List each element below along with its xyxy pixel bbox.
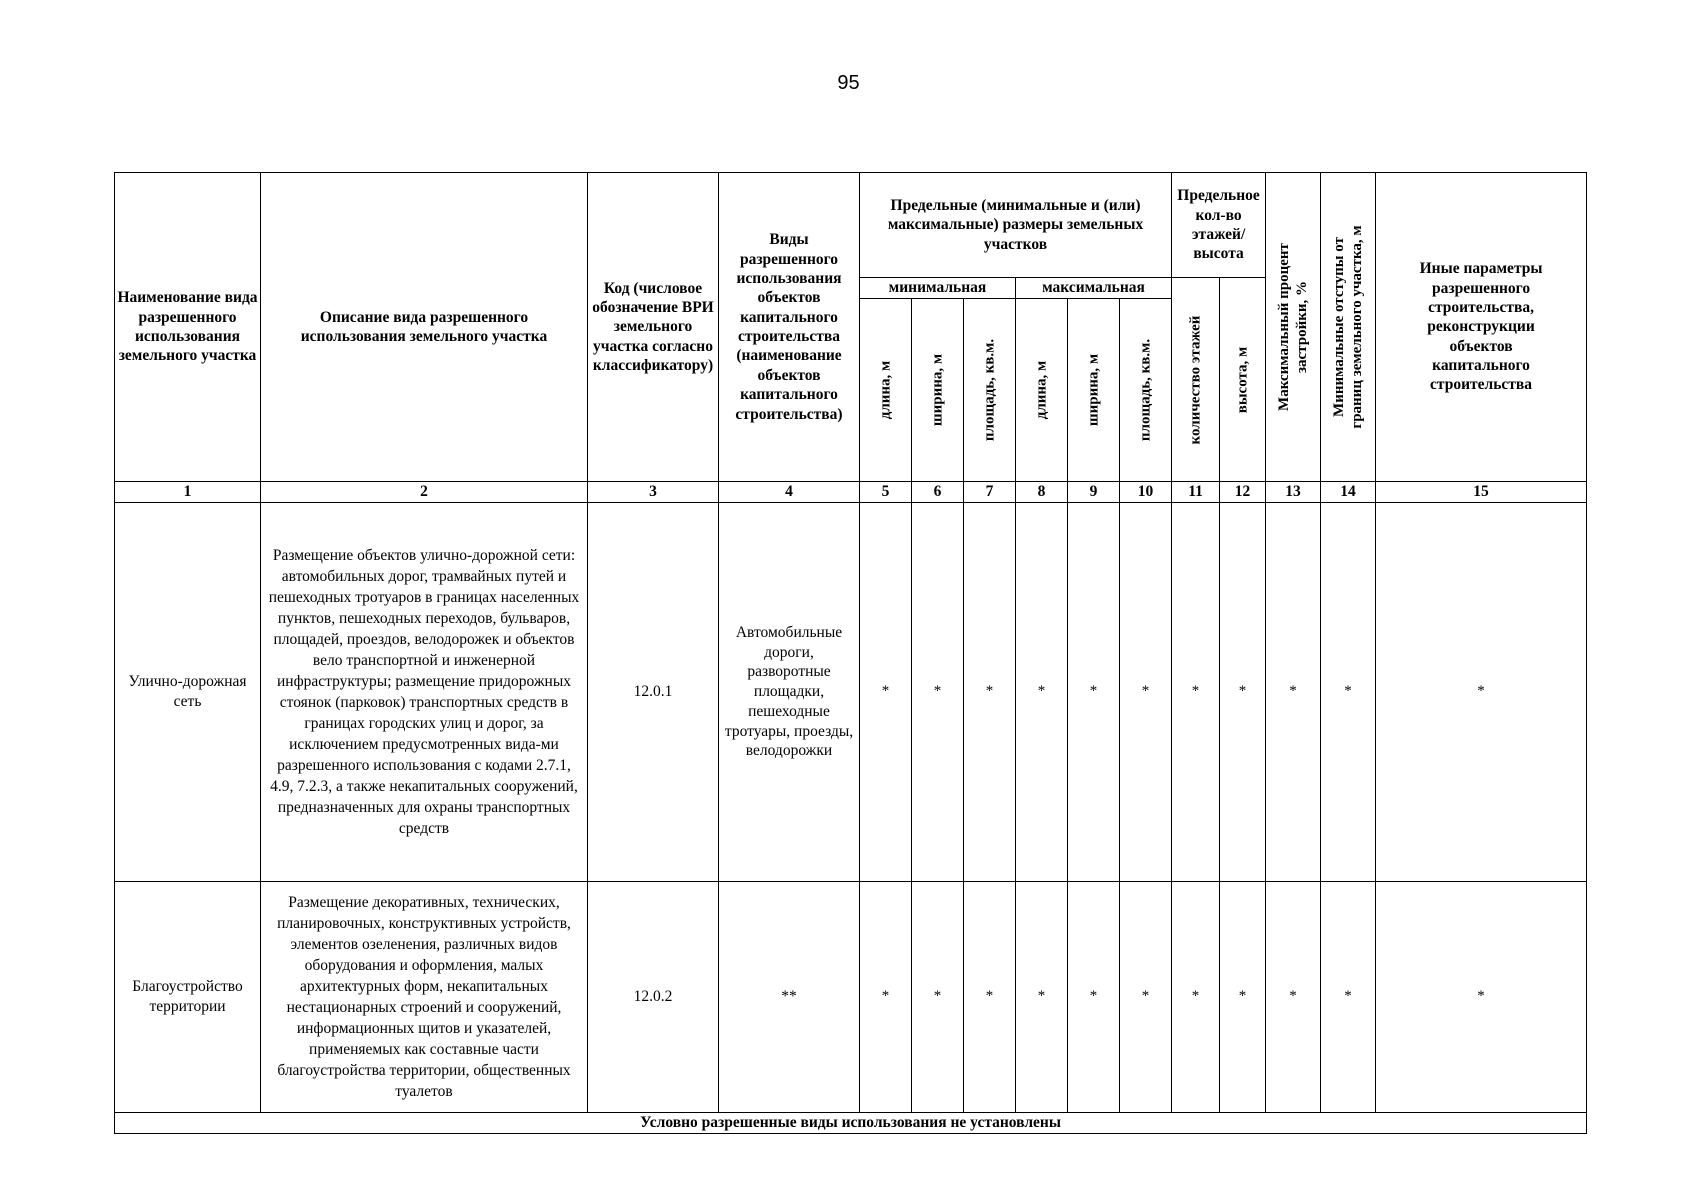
param-value: * (1321, 503, 1376, 882)
header-name: Наименование вида разрешенного использования земельного участка (115, 173, 261, 482)
footer-note: Условно разрешенные виды использования не установлены (115, 1113, 1587, 1134)
use-name: Благоустройство территории (115, 882, 261, 1113)
header-min-width: ширина, м (912, 299, 964, 482)
column-number: 3 (588, 482, 719, 503)
header-max: максимальная (1016, 278, 1172, 299)
use-code: 12.0.1 (588, 503, 719, 882)
header-max-length: длина, м (1016, 299, 1068, 482)
param-value: * (1120, 503, 1172, 882)
param-value: * (912, 882, 964, 1113)
column-number: 9 (1068, 482, 1120, 503)
header-min-area: площадь, кв.м. (964, 299, 1016, 482)
column-number: 11 (1172, 482, 1220, 503)
param-value: * (1068, 882, 1120, 1113)
column-number: 14 (1321, 482, 1376, 503)
param-value: * (1016, 503, 1068, 882)
header-other-params: Иные параметры разрешенного строительства, реконструкции объектов капитального строительства (1376, 173, 1587, 482)
use-description: Размещение объектов улично-дорожной сети: автомобильных дорог, трамвайных путей и пешеходных тротуаров в границах населенных пунктов, пешеходных переходов, бульваров, площадей, проездов, велодорожек и объектов вело транспортной и инженерной инфраструктуры; размещение придорожных стоянок (парковок) транспортных средств в границах городских улиц и дорог, за исключением предусмотренных вида-ми разрешенного использования с кодами 2.7.1, 4.9, 7.2.3, а также некапитальных сооружений, предназначенных для охраны транспортных средств (261, 503, 588, 882)
header-max-width: ширина, м (1068, 299, 1120, 482)
column-number: 15 (1376, 482, 1587, 503)
param-value: * (1376, 503, 1587, 882)
param-value: * (1220, 503, 1266, 882)
header-code: Код (числовое обозначение ВРИ земельного участка согласно классификатору) (588, 173, 719, 482)
use-code: 12.0.2 (588, 882, 719, 1113)
column-number-row (115, 482, 1587, 503)
use-objects: Автомобильные дороги, разворотные площадки, пешеходные тротуары, проезды, велодорожки (719, 503, 860, 882)
param-value: * (912, 503, 964, 882)
page-number: 95 (837, 72, 860, 94)
param-value: * (964, 882, 1016, 1113)
column-number: 13 (1266, 482, 1321, 503)
column-number: 2 (261, 482, 588, 503)
header-sizes: Предельные (минимальные и (или) максимальные) размеры земельных участков (860, 173, 1172, 278)
header-build-percent: Максимальный процент застройки, % (1266, 173, 1321, 482)
param-value: * (1172, 882, 1220, 1113)
column-number: 12 (1220, 482, 1266, 503)
header-floor-count: количество этажей (1172, 278, 1220, 482)
column-number: 8 (1016, 482, 1068, 503)
param-value: * (1068, 503, 1120, 882)
column-number: 5 (860, 482, 912, 503)
table-row (115, 882, 1587, 1113)
param-value: * (1266, 503, 1321, 882)
use-description: Размещение декоративных, технических, планировочных, конструктивных устройств, элементов озеленения, различных видов оборудования и оформления, малых архитектурных форм, некапитальных нестационарных строений и сооружений, информационных щитов и указателей, применяемых как составные части благоустройства территории, общественных туалетов (261, 882, 588, 1113)
param-value: * (1266, 882, 1321, 1113)
header-height: высота, м (1220, 278, 1266, 482)
header-row-1 (115, 173, 1587, 278)
column-number: 7 (964, 482, 1016, 503)
param-value: * (860, 503, 912, 882)
header-setbacks: Минимальные отступы от границ земельного участка, м (1321, 173, 1376, 482)
header-description: Описание вида разрешенного использования земельного участка (261, 173, 588, 482)
param-value: * (964, 503, 1016, 882)
param-value: * (860, 882, 912, 1113)
param-value: * (1321, 882, 1376, 1113)
param-value: * (1120, 882, 1172, 1113)
use-name: Улично-дорожная сеть (115, 503, 261, 882)
column-number: 10 (1120, 482, 1172, 503)
header-min: минимальная (860, 278, 1016, 299)
header-max-area: площадь, кв.м. (1120, 299, 1172, 482)
column-number: 4 (719, 482, 860, 503)
header-min-length: длина, м (860, 299, 912, 482)
param-value: * (1016, 882, 1068, 1113)
footer-row (115, 1113, 1587, 1134)
header-objects: Виды разрешенного использования объектов капитального строительства (наименование объектов капитального строительства) (719, 173, 860, 482)
column-number: 1 (115, 482, 261, 503)
param-value: * (1376, 882, 1587, 1113)
header-floors-group: Предельное кол-во этажей/ высота (1172, 173, 1266, 278)
use-objects: ** (719, 882, 860, 1113)
table-row (115, 503, 1587, 882)
param-value: * (1220, 882, 1266, 1113)
param-value: * (1172, 503, 1220, 882)
column-number: 6 (912, 482, 964, 503)
land-use-table (114, 172, 1587, 1134)
